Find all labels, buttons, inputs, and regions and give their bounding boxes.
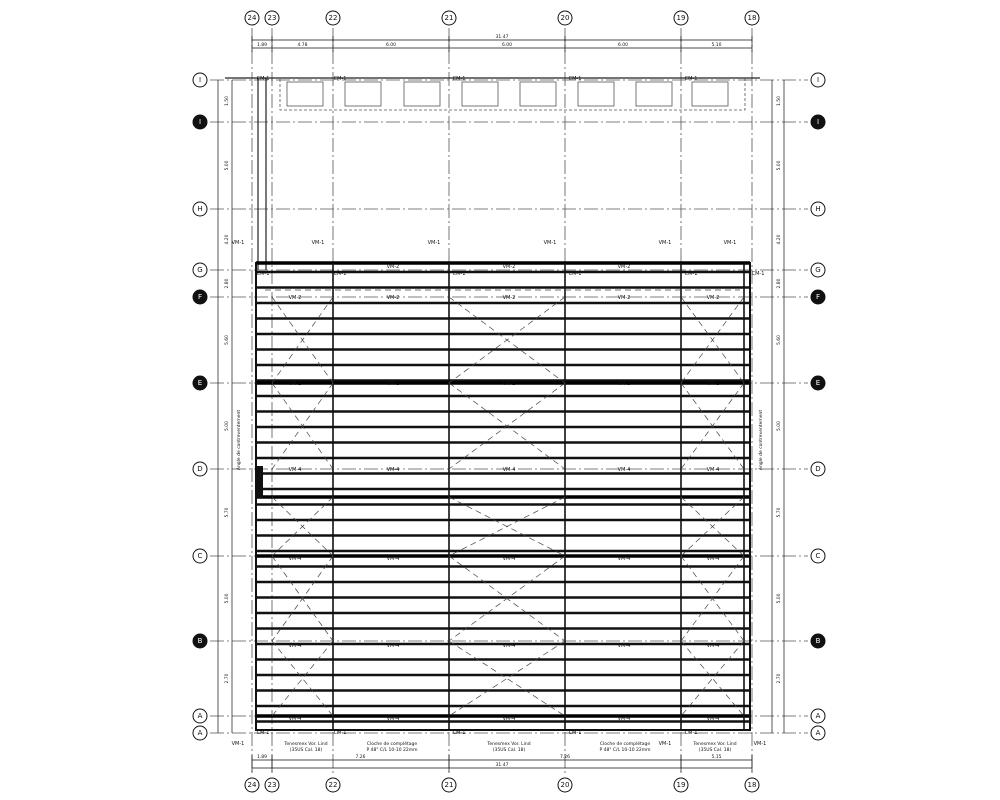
beam-label: VM-4 bbox=[706, 643, 720, 649]
grid-bubble-row-label: D bbox=[815, 465, 821, 473]
steel-framing bbox=[225, 78, 760, 730]
dim-right-text: 5.00 bbox=[777, 160, 782, 171]
beam-label: VM-4 bbox=[706, 467, 720, 473]
beam-label: VM-2 bbox=[617, 381, 631, 387]
grid-bubble-col-label: 19 bbox=[676, 781, 686, 789]
plan-note-line: Tenesmex Vor. Lind bbox=[487, 742, 531, 747]
beam-label: VM-4 bbox=[617, 643, 631, 649]
column-label: CM-1 bbox=[333, 730, 347, 736]
dim-left-text: 5.00 bbox=[225, 593, 230, 604]
canopy-panel bbox=[404, 82, 440, 106]
dim-right-text: 2.70 bbox=[777, 673, 782, 684]
grid-bubble-col-label: 19 bbox=[676, 14, 686, 22]
dim-bay-top-text: 5.10 bbox=[711, 43, 722, 48]
beam-label: VM-1 bbox=[658, 741, 672, 747]
dim-bay-bottom-text: 7.26 bbox=[559, 755, 571, 760]
beam-label: VM-4 bbox=[617, 556, 631, 562]
beam-label: VM-4 bbox=[617, 716, 631, 722]
grid-bubble-row-label: H bbox=[197, 205, 203, 213]
beam-label: VM-4 bbox=[706, 556, 720, 562]
dim-right-text: 5.70 bbox=[777, 507, 782, 518]
beam-label: VM-2 bbox=[617, 295, 631, 301]
dim-right-text: 5.60 bbox=[777, 334, 782, 346]
column-label: CM-1 bbox=[568, 271, 582, 277]
grid-bubble-row-label: I bbox=[198, 76, 202, 84]
canopy-outline bbox=[280, 78, 745, 110]
canopy-panel bbox=[345, 82, 381, 106]
side-note-left: Angle de contreventement bbox=[237, 409, 242, 471]
grid-bubble-row-label: E bbox=[815, 379, 821, 387]
grid-bubble-row-label: I bbox=[198, 118, 202, 126]
grid-bubble-row-label: A bbox=[815, 712, 821, 720]
canopy-panel bbox=[578, 82, 614, 106]
grid-bubble-col-label: 21 bbox=[444, 14, 454, 22]
dim-left-text: 1.50 bbox=[225, 95, 230, 107]
grid-bubble-row-label: G bbox=[197, 266, 203, 274]
dim-bay-bottom-text: 5.15 bbox=[711, 755, 722, 760]
beam-label: VM-2 bbox=[706, 295, 720, 301]
grid-bubble-row-label: F bbox=[197, 293, 203, 301]
dim-left-text: 5.60 bbox=[225, 334, 230, 346]
beam-label: VM-4 bbox=[288, 556, 302, 562]
beam-label: VM-1 bbox=[753, 741, 767, 747]
beam-label: VM-1 bbox=[231, 741, 245, 747]
grid-bubble-row-label: I bbox=[816, 118, 820, 126]
column-label: CM-1 bbox=[684, 271, 698, 277]
beam-label: VM-4 bbox=[386, 716, 400, 722]
beam-label: VM-4 bbox=[288, 643, 302, 649]
dim-bay-bottom-text: 7.26 bbox=[355, 755, 366, 760]
grid-bubble-row-label: C bbox=[197, 552, 203, 560]
column-label: CM-1 bbox=[256, 730, 270, 736]
beam-label: VM-4 bbox=[706, 716, 720, 722]
dim-bay-bottom-text: 1.89 bbox=[256, 755, 268, 760]
grid-bubble-row-label: B bbox=[197, 637, 203, 645]
plan-note-line: Cloche de complétage bbox=[366, 742, 418, 747]
plan-note-line: (35US Cal. 18) bbox=[698, 748, 732, 753]
grid-bubble-col-label: 22 bbox=[328, 14, 338, 22]
beam-label: VM-4 bbox=[386, 643, 400, 649]
beam-label: VM-1 bbox=[543, 240, 557, 246]
dim-bay-top-text: 6.00 bbox=[501, 43, 513, 48]
dim-left-text: 4.20 bbox=[225, 234, 230, 245]
beam-label: VM-2 bbox=[706, 381, 720, 387]
grid-bubble-row-label: A bbox=[197, 712, 203, 720]
beam-label: VM-2 bbox=[502, 381, 516, 387]
side-note-right: Angle de contreventement bbox=[759, 409, 764, 471]
column-label: CM-1 bbox=[568, 76, 582, 82]
beam-label: VM-2 bbox=[617, 264, 631, 270]
grid-bubble-row-label: A bbox=[197, 729, 203, 737]
dim-right-text: 5.00 bbox=[777, 420, 782, 432]
grid-bubble-col-label: 24 bbox=[247, 781, 257, 789]
canopy-panel bbox=[520, 82, 556, 106]
dim-right-text: 2.80 bbox=[777, 278, 782, 289]
beam-label: VM-2 bbox=[502, 295, 516, 301]
dimension-strings bbox=[218, 34, 784, 772]
grid-bubble-row-label: D bbox=[197, 465, 203, 473]
column-label: CM-1 bbox=[684, 730, 698, 736]
column-label: CM-1 bbox=[452, 76, 466, 82]
plan-note-line: Tenesmex Vor. Lind bbox=[693, 742, 737, 747]
grid-bubble-col-label: 20 bbox=[560, 781, 570, 789]
column-label: CM-1 bbox=[333, 271, 347, 277]
grid-bubble-col-label: 24 bbox=[247, 14, 257, 22]
canopy-panel bbox=[692, 82, 728, 106]
beam-label: VM-1 bbox=[231, 240, 245, 246]
column-label: CM-1 bbox=[256, 271, 270, 277]
grid-bubble-col-label: 23 bbox=[267, 781, 277, 789]
plan-note-line: Tenesmex Vor. Lind bbox=[284, 742, 328, 747]
canopy-panel bbox=[287, 82, 323, 106]
beam-label: VM-1 bbox=[658, 240, 672, 246]
beam-label: VM-4 bbox=[288, 716, 302, 722]
grid-bubble-col-label: 23 bbox=[267, 14, 277, 22]
dim-left-text: 2.70 bbox=[225, 673, 230, 684]
grid-bubble-row-label: G bbox=[815, 266, 821, 274]
beam-label: VM-4 bbox=[502, 467, 516, 473]
grid-bubble-col-label: 22 bbox=[328, 781, 338, 789]
column-label: CM-1 bbox=[751, 271, 765, 277]
dim-bay-top-text: 6.00 bbox=[385, 43, 397, 48]
grid-bubble-row-label: F bbox=[815, 293, 821, 301]
column-label: CM-1 bbox=[452, 271, 466, 277]
beam-label: VM-2 bbox=[386, 264, 400, 270]
dim-right-text: 5.00 bbox=[777, 593, 782, 604]
beam-label: VM-1 bbox=[427, 240, 441, 246]
beam-label: VM-2 bbox=[386, 295, 400, 301]
grid-bubble-row-label: E bbox=[197, 379, 203, 387]
dim-bay-top-text: 1.89 bbox=[256, 43, 268, 48]
grid-bubble-col-label: 20 bbox=[560, 14, 570, 22]
column-label: CM-1 bbox=[452, 730, 466, 736]
canopy-panel bbox=[636, 82, 672, 106]
column-label: CM-1 bbox=[333, 76, 347, 82]
grid-bubble-row-label: A bbox=[815, 729, 821, 737]
beam-label: VM-1 bbox=[311, 240, 325, 246]
beam-label: VM-2 bbox=[288, 295, 302, 301]
plan-note-line: P 48" C/L 10-10 22mm bbox=[599, 748, 651, 753]
dim-left-text: 5.00 bbox=[225, 420, 230, 432]
grid-bubble-row-label: I bbox=[816, 76, 820, 84]
beam-label: VM-2 bbox=[288, 381, 302, 387]
edge-strut bbox=[256, 466, 263, 498]
dim-overall-top-text: 31.47 bbox=[495, 35, 509, 40]
canopy-panel bbox=[462, 82, 498, 106]
grid-bubble-col-label: 18 bbox=[747, 14, 757, 22]
dim-bay-top-text: 6.00 bbox=[617, 43, 629, 48]
dim-right-text: 1.50 bbox=[777, 95, 782, 107]
dim-left-text: 5.00 bbox=[225, 160, 230, 171]
beam-label: VM-4 bbox=[617, 467, 631, 473]
beam-label: VM-4 bbox=[386, 467, 400, 473]
beam-label: VM-2 bbox=[502, 264, 516, 270]
grid-lines bbox=[210, 28, 808, 775]
beam-label: VM-4 bbox=[502, 556, 516, 562]
beam-label: VM-4 bbox=[502, 716, 516, 722]
grid-bubble-row-label: B bbox=[815, 637, 821, 645]
beam-label: VM-2 bbox=[386, 381, 400, 387]
plan-note-line: (35US Cal. 18) bbox=[492, 748, 526, 753]
beam-label: VM-4 bbox=[386, 556, 400, 562]
grid-bubble-col-label: 21 bbox=[444, 781, 454, 789]
grid-bubble-row-label: C bbox=[815, 552, 821, 560]
dim-left-text: 2.80 bbox=[225, 278, 230, 289]
dim-right-text: 4.20 bbox=[777, 234, 782, 245]
dim-bay-top-text: 4.78 bbox=[297, 43, 308, 48]
column-label: CM-1 bbox=[684, 76, 698, 82]
dim-overall-bottom-text: 31.47 bbox=[495, 763, 509, 768]
beam-label: VM-4 bbox=[502, 643, 516, 649]
beam-label: VM-1 bbox=[723, 240, 737, 246]
plan-note-line: Cloche de complétage bbox=[599, 742, 651, 747]
column-label: CM-1 bbox=[256, 76, 270, 82]
column-label: CM-1 bbox=[568, 730, 582, 736]
grid-bubble-col-label: 18 bbox=[747, 781, 757, 789]
plan-note-line: (35US Cal. 18) bbox=[289, 748, 323, 753]
grid-bubble-row-label: H bbox=[815, 205, 821, 213]
dim-left-text: 5.70 bbox=[225, 507, 230, 518]
beam-label: VM-4 bbox=[288, 467, 302, 473]
plan-note-line: P 48" C/L 10-10 22mm bbox=[366, 748, 418, 753]
